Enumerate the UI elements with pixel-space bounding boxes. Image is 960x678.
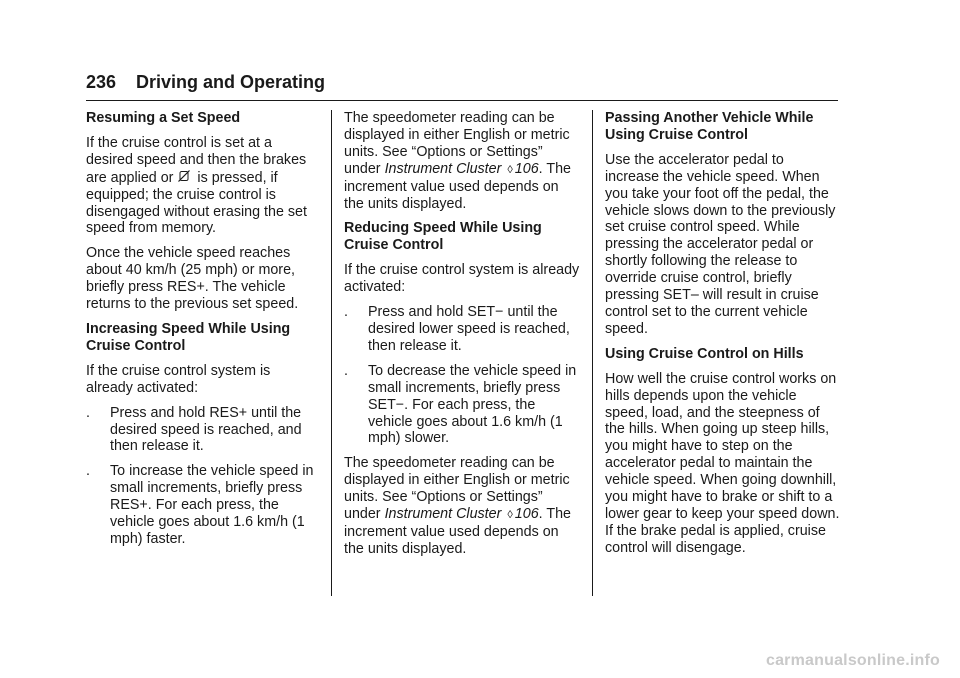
list-item: . To decrease the vehicle speed in small increments, briefly press SET−. For each press, the vehicle goes about 1.6 km/h (1 mph) slower. bbox=[344, 362, 577, 447]
paragraph-increase-intro: If the cruise control system is already activated: bbox=[86, 362, 271, 396]
heading-passing-vehicle: Passing Another Vehicle While Using Cruise Control bbox=[605, 110, 814, 143]
cross-reference-page[interactable]: 106 bbox=[514, 506, 539, 523]
cross-reference-page[interactable]: 106 bbox=[514, 160, 539, 177]
bullet-marker: . bbox=[86, 463, 90, 480]
column-1 bbox=[86, 110, 318, 556]
heading-cruise-on-hills: Using Cruise Control on Hills bbox=[605, 345, 804, 362]
paragraph-passing: Use the accelerator pedal to increase the vehicle speed. When you take your foot off the pedal, the vehicle slows down to the previously set cruise control speed. While pressing the accelerator pedal or shortly following the release to override cruise control, briefly pressing SET– will result in cruise control set to the current vehicle speed. bbox=[605, 151, 836, 337]
column-divider-1 bbox=[331, 110, 332, 596]
list-item: . Press and hold SET− until the desired lower speed is reached, then release it. bbox=[344, 304, 570, 354]
paragraph-speedometer-reading: The speedometer reading can be displayed in either English or metric units. See “Options or Settings” under Instrument Cluster ◊ 106. The increment value used depends on the units displayed. bbox=[344, 455, 571, 557]
bullet-marker: . bbox=[344, 304, 348, 321]
heading-increasing-speed: Increasing Speed While Using Cruise Control bbox=[86, 320, 291, 354]
column-3 bbox=[605, 110, 841, 565]
list-item: . To increase the vehicle speed in small increments, briefly press RES+. For each press, the vehicle goes about 1.6 km/h (1 mph) faster. bbox=[86, 463, 314, 547]
column-divider-2 bbox=[592, 110, 593, 596]
paragraph-resuming: If the cruise control is set at a desired speed and then the brakes are applied or is pressed, if equipped; the cruise control is disengaged without erasing the set speed from memory. bbox=[86, 134, 307, 237]
paragraph-resume-speed: Once the vehicle speed reaches about 40 km/h (25 mph) or more, briefly press RES+. The vehicle returns to the previous set speed. bbox=[86, 245, 299, 313]
watermark: carmanualsonline.info bbox=[765, 652, 940, 669]
cross-reference-title[interactable]: Instrument Cluster bbox=[384, 506, 502, 523]
paragraph-reduce-intro: If the cruise control system is already activated: bbox=[344, 262, 580, 296]
heading-reducing-speed: Reducing Speed While Using Cruise Control bbox=[344, 220, 542, 254]
heading-resuming-set-speed: Resuming a Set Speed bbox=[86, 110, 241, 126]
bullet-marker: . bbox=[344, 362, 348, 379]
paragraph-hills: How well the cruise control works on hills depends upon the vehicle speed, load, and the steepness of the hills. When going up steep hills, you might have to step on the accelerator pedal to maintain the vehicle speed. When going downhill, you might have to brake or shift to a lower gear to keep your speed down. If the brake pedal is applied, cruise control will disengage. bbox=[605, 370, 840, 556]
page-reference-icon: ◊ bbox=[507, 163, 513, 176]
cruise-cancel-icon bbox=[177, 169, 191, 183]
page-number: 236 bbox=[86, 72, 117, 92]
cross-reference-title[interactable]: Instrument Cluster bbox=[384, 160, 502, 177]
page-reference-icon: ◊ bbox=[507, 509, 513, 522]
bullet-marker: . bbox=[86, 404, 90, 421]
page-header bbox=[86, 68, 838, 101]
section-title: Driving and Operating bbox=[136, 72, 326, 92]
paragraph-speedometer-reading: The speedometer reading can be displayed in either English or metric units. See “Options or Settings” under Instrument Cluster ◊ 106. The increment value used depends on the units displayed. bbox=[344, 110, 571, 212]
list-item: . Press and hold RES+ until the desired speed is reached, and then release it. bbox=[86, 404, 302, 455]
column-2 bbox=[344, 110, 582, 566]
